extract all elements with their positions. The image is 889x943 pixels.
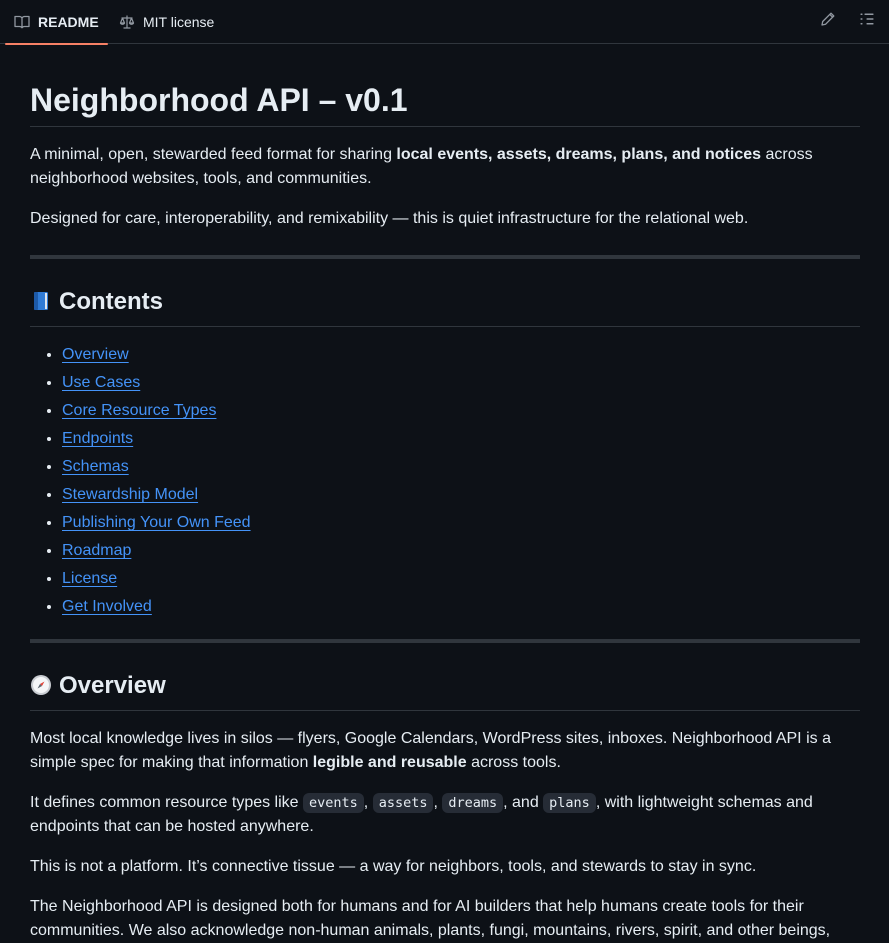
divider [30,639,860,643]
list-item [62,595,860,619]
intro-text-end: across neighborhood websites, tools, and communities. [30,146,813,187]
list-item [62,343,860,367]
overview-bold: legible and reusable [312,754,467,771]
list-item [62,455,860,479]
tab-license[interactable] [119,0,214,44]
toc-link-endpoints[interactable]: Endpoints [62,430,134,447]
toc-link-use-cases[interactable]: Use Cases [62,374,141,391]
tab-readme-label: README [38,14,99,30]
scale-icon [119,14,135,30]
list-item [62,427,860,451]
code-events: events [303,793,364,813]
intro-paragraph [30,143,860,191]
tab-license-label: MIT license [143,14,215,30]
contents-heading-text: Contents [59,288,163,315]
overview-paragraph-1 [30,727,860,775]
toc-link-roadmap[interactable]: Roadmap [62,542,132,559]
compass-icon [30,674,52,696]
pencil-icon [820,11,836,32]
intro-text: A minimal, open, stewarded feed format for sharing [30,146,397,163]
readme-article [30,44,860,943]
resource-types-text: It defines common resource types like [30,794,304,811]
list-icon [859,11,875,32]
list-item [62,399,860,423]
overview-paragraph-4: The Neighborhood API is designed both for humans and for AI builders that help humans create tools for their communities. We also acknowledge non-human animals, plants, fungi, mountains, rivers, spirit, and other beings, [30,898,831,939]
book-icon [14,14,30,30]
toc-link-get-involved[interactable]: Get Involved [62,598,152,615]
edit-button[interactable] [819,12,837,30]
design-paragraph: Designed for care, interoperability, and remixability — this is quiet infrastructure for the relational web. [30,210,749,227]
resource-types-text-end: , with lightweight schemas and endpoints that can be hosted anywhere. [30,794,813,835]
tab-readme[interactable] [14,0,99,44]
intro-bold: local events, assets, dreams, plans, and notices [396,146,762,163]
file-tab-bar [0,0,889,44]
overview-text-end: across tools. [466,754,561,771]
page-title: Neighborhood API – v0.1 [30,80,860,127]
toc-link-license[interactable]: License [62,570,118,587]
code-plans: plans [543,793,596,813]
overview-text: Most local knowledge lives in silos — flyers, Google Calendars, WordPress sites, inboxes. Neighborhood API is a simple spec for making that information [30,730,831,771]
separator: , [363,794,373,811]
overview-paragraph-3: This is not a platform. It’s connective tissue — a way for neighbors, tools, and stewards to stay in sync. [30,858,757,875]
blue-book-icon [30,290,52,312]
toc-link-stewardship-model[interactable]: Stewardship Model [62,486,199,503]
separator: , [433,794,443,811]
overview-heading [30,671,860,711]
overview-paragraph-2 [30,791,860,839]
list-item [62,511,860,535]
toc-link-publishing[interactable]: Publishing Your Own Feed [62,514,251,531]
toc-link-schemas[interactable]: Schemas [62,458,129,475]
toc-link-core-resource-types[interactable]: Core Resource Types [62,402,217,419]
code-dreams: dreams [442,793,503,813]
list-item [62,371,860,395]
list-item [62,567,860,591]
code-assets: assets [373,793,434,813]
contents-heading [30,287,860,327]
list-item [62,483,860,507]
list-item [62,539,860,563]
table-of-contents [30,343,860,619]
outline-button[interactable] [858,12,876,30]
toc-link-overview[interactable]: Overview [62,346,129,363]
separator: , and [503,794,544,811]
divider [30,255,860,259]
overview-heading-text: Overview [59,672,166,699]
